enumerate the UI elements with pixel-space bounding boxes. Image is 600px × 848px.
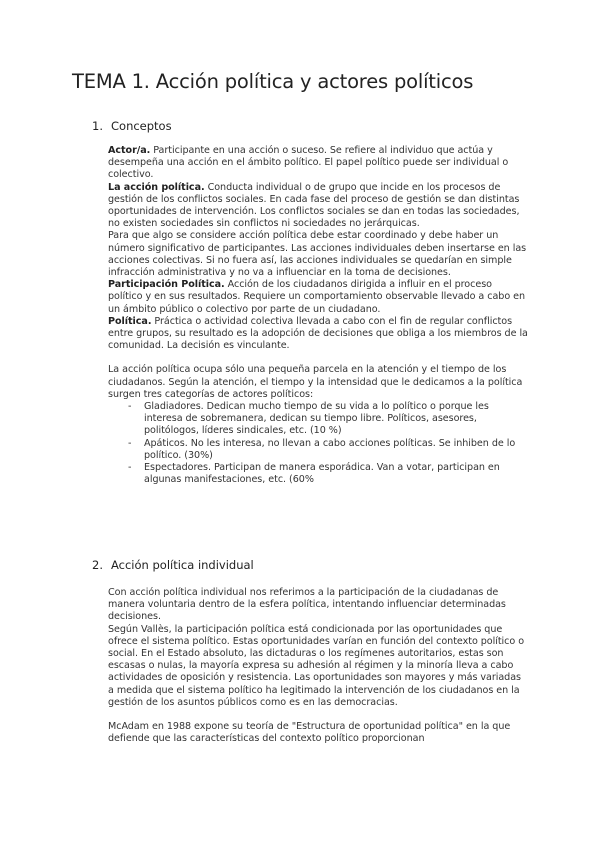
paragraph: Según Vallès, la participación política está condicionada por las oportunidades que ofrece el sistema político. Estas oportunidades varían en función del contexto político o social. En el Estado absoluto, las dictaduras o los regímenes autoritarios, estas son escasas o nulas, la mayoría expresa su adhesión al régimen y la minoría lleva a cabo actividades de oposición y resistencia. Las oportunidades son mayores y más variadas a medida que el sistema político ha legitimado la intervención de los ciudadanos en la gestión de los asuntos públicos como es en las democracias. (108, 623, 525, 708)
term: Actor/a. (108, 145, 151, 156)
section-number: 2. (92, 558, 103, 572)
actor-categories-list (108, 401, 528, 486)
definition-text: Práctica o actividad colectiva llevada a cabo con el fin de regular conflictos entre grupos, su resultado es la adopción de decisiones que obliga a los miembros de la comunidad. La decisión es vinculante. (108, 315, 528, 352)
term: La acción política. (108, 181, 205, 193)
list-item (108, 438, 528, 462)
list-item-text: Espectadores. Participan de manera esporádica. Van a votar, participan en algunas manifestaciones, etc. (60% (144, 462, 500, 486)
definition-text: Acción de los ciudadanos dirigida a influir en el proceso político y en sus resultados. Requiere un comportamiento observable llevado a cabo en un ámbito público o colectivo por parte de un ciudadano. (108, 279, 526, 315)
list-item (108, 401, 528, 438)
section-title: Conceptos (111, 119, 172, 133)
definition-actor (108, 145, 528, 182)
bullet-marker: - (128, 401, 132, 413)
paragraph: Para que algo se considere acción política debe estar coordinado y debe haber un número significativo de participantes. Las acciones individuales deben insertarse en las acciones colectivas. Si no fuera así, las acciones individuales se quedarían en simple infracción administrativa y no va a influenciar en la toma de decisiones. (108, 230, 527, 279)
section-1-body (108, 145, 528, 486)
list-item (108, 462, 528, 486)
term: Política. (108, 315, 152, 327)
term: Participación Política. (108, 279, 225, 291)
bullet-marker: - (128, 462, 132, 474)
section-2-heading (92, 558, 254, 572)
section-2-body (108, 587, 528, 745)
definition-participacion (108, 279, 528, 316)
list-item-text: Gladiadores. Dedican mucho tiempo de su vida a lo político o porque les interesa de sobremanera, dedican su tiempo libre. Políticos, asesores, politólogos, líderes sindicales, etc. (10 %) (144, 401, 489, 437)
paragraph: McAdam en 1988 expone su teoría de "Estructura de oportunidad política" en la que defiende que las características del contexto político proporcionan (108, 721, 511, 745)
list-item-text: Apáticos. No les interesa, no llevan a cabo acciones políticas. Se inhiben de lo político. (30%) (144, 437, 516, 461)
page-title: TEMA 1. Acción política y actores políticos (72, 70, 474, 93)
paragraph: Con acción política individual nos referimos a la participación de la ciudadanas de manera voluntaria dentro de la esfera política, intentando influenciar determinadas decisiones. (108, 587, 506, 623)
definition-text: Participante en una acción o suceso. Se refiere al individuo que actúa y desempeña una acción en el ámbito político. El papel político puede ser individual o colectivo. (108, 145, 509, 181)
definition-politica (108, 316, 528, 353)
section-1-heading (92, 119, 172, 133)
section-title: Acción política individual (111, 558, 254, 572)
definition-accion-politica (108, 182, 528, 231)
bullet-marker: - (128, 437, 132, 449)
section-number: 1. (92, 119, 103, 133)
definition-text: Conducta individual o de grupo que incide en los procesos de gestión de los conflictos sociales. En cada fase del proceso de gestión se dan distintas oportunidades de intervención. Los conflictos sociales se dan en todas las sociedades, no existen sociedades sin conflictos ni sociedades no jerárquicas. (108, 181, 520, 230)
paragraph: La acción política ocupa sólo una pequeña parcela en la atención y el tiempo de los ciudadanos. Según la atención, el tiempo y la intensidad que le dedicamos a la política surgen tres categorías de actores políticos: (108, 364, 523, 400)
